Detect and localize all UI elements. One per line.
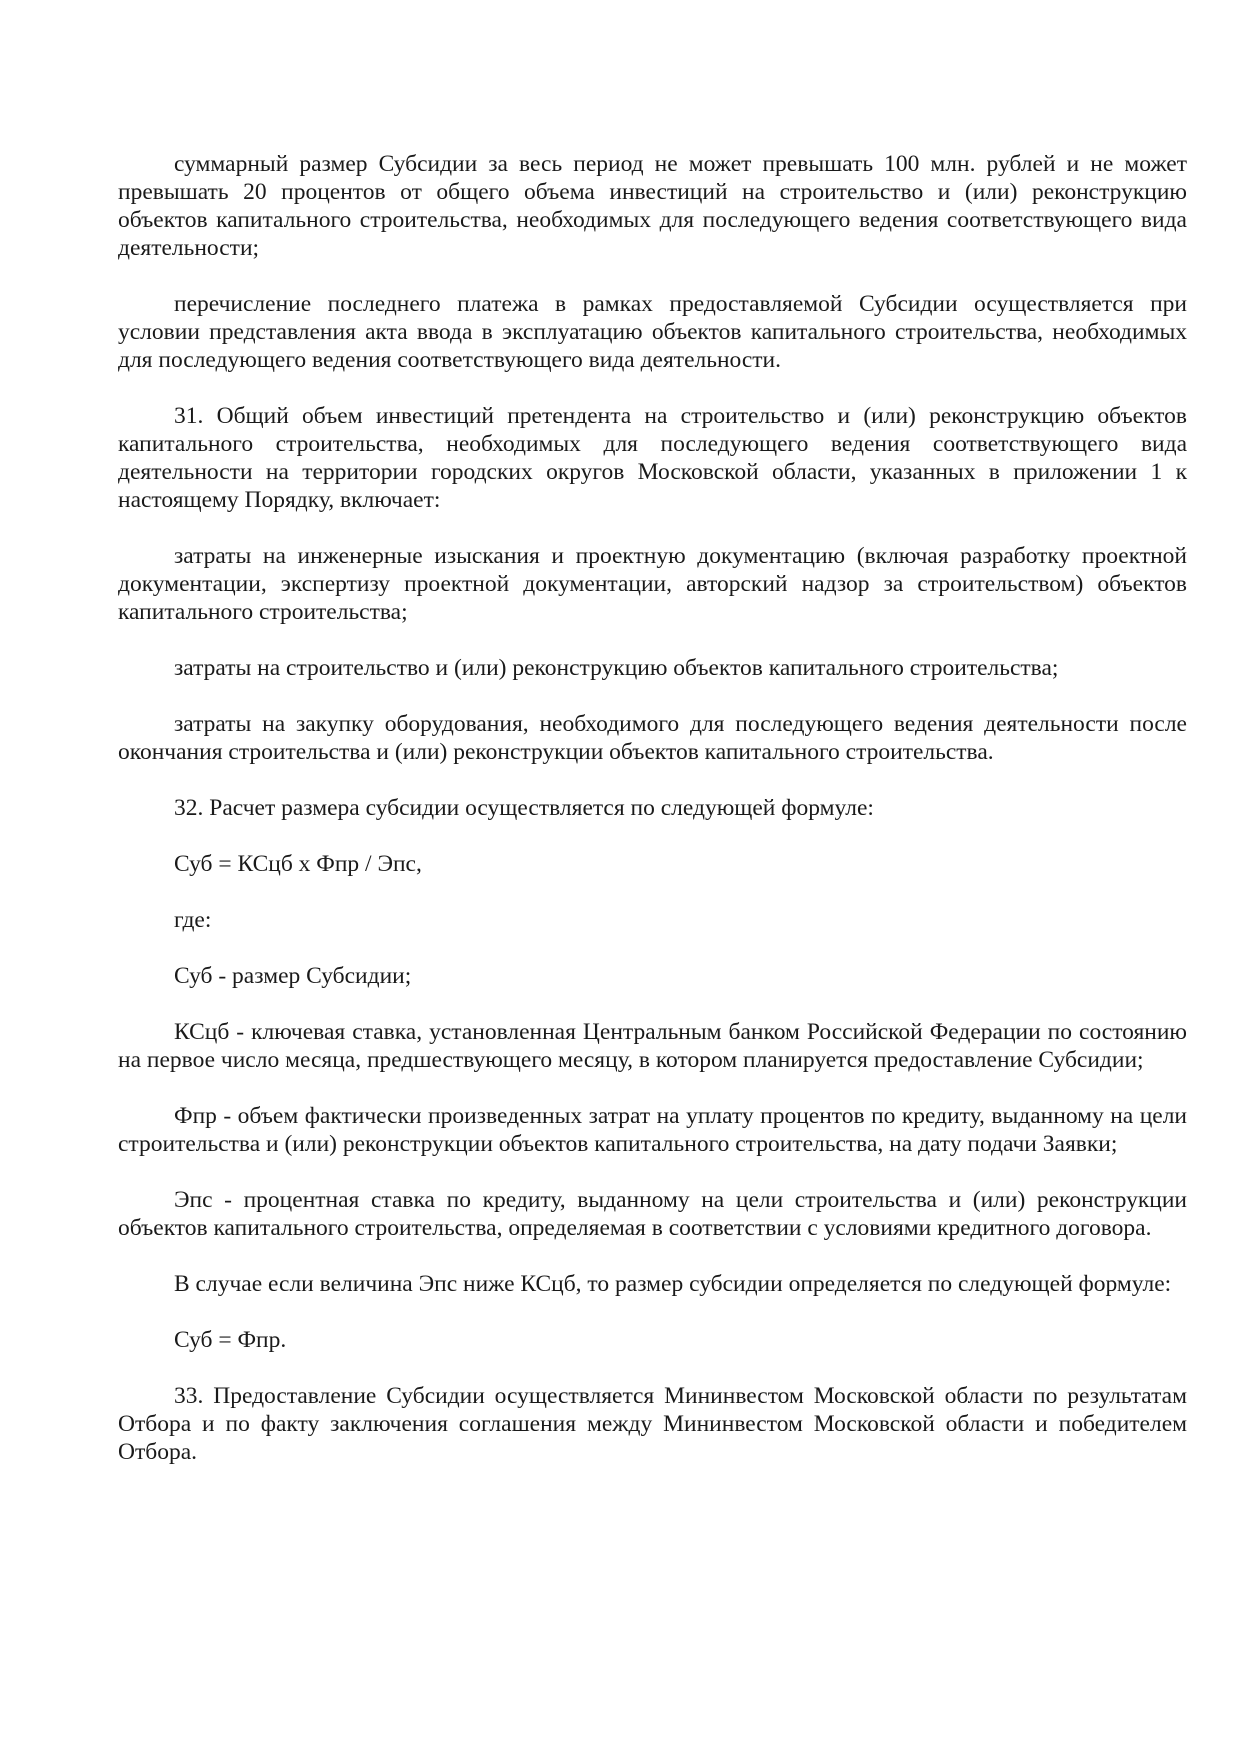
paragraph-last-payment: перечисление последнего платежа в рамках предоставляемой Субсидии осуществляется при условии представления акта ввода в эксплуатацию объектов капитального строительства, необходимых для последующего ведения соответствующего вида деятельности. — [118, 291, 1187, 373]
paragraph-equipment-costs: затраты на закупку оборудования, необходимого для последующего ведения деятельности после окончания строительства и (или) реконструкции объектов капитального строительства. — [118, 711, 1187, 765]
paragraph-construction-costs: затраты на строительство и (или) реконструкцию объектов капитального строительства; — [174, 655, 1059, 681]
paragraph-alternative-case: В случае если величина Эпс ниже КСцб, то размер субсидии определяется по следующей формуле: — [174, 1271, 1172, 1297]
paragraph-item-31: 31. Общий объем инвестиций претендента на строительство и (или) реконструкцию объектов капитального строительства, необходимых для последующего ведения соответствующего вида деятельности на территории городских округов Московской области, указанных в приложении 1 к настоящему Порядку, включает: — [118, 403, 1187, 513]
formula-alternative: Суб = Фпр. — [174, 1327, 287, 1353]
formula-main: Суб = КСцб x Фпр / Эпс, — [174, 851, 422, 877]
definition-eps: Эпс - процентная ставка по кредиту, выданному на цели строительства и (или) реконструкции объектов капитального строительства, определяемая в соответствии с условиями кредитного договора. — [118, 1187, 1187, 1241]
paragraph-item-32: 32. Расчет размера субсидии осуществляется по следующей формуле: — [174, 795, 874, 821]
paragraph-engineering-costs: затраты на инженерные изыскания и проектную документацию (включая разработку проектной документации, экспертизу проектной документации, авторский надзор за строительством) объектов капитального строительства; — [118, 543, 1187, 625]
definition-fpr: Фпр - объем фактически произведенных затрат на уплату процентов по кредиту, выданному на цели строительства и (или) реконструкции объектов капитального строительства, на дату подачи Заявки; — [118, 1103, 1187, 1157]
definition-kscb: КСцб - ключевая ставка, установленная Центральным банком Российской Федерации по состоянию на первое число месяца, предшествующего месяцу, в котором планируется предоставление Субсидии; — [118, 1019, 1187, 1073]
paragraph-item-33: 33. Предоставление Субсидии осуществляется Мининвестом Московской области по результатам Отбора и по факту заключения соглашения между Мининвестом Московской области и победителем Отбора. — [118, 1383, 1187, 1465]
paragraph-where: где: — [174, 907, 212, 933]
paragraph-subsidy-limit: суммарный размер Субсидии за весь период не может превышать 100 млн. рублей и не может превышать 20 процентов от общего объема инвестиций на строительство и (или) реконструкцию объектов капитального строительства, необходимых для последующего ведения соответствующего вида деятельности; — [118, 151, 1187, 261]
definition-sub: Суб - размер Субсидии; — [174, 963, 412, 989]
